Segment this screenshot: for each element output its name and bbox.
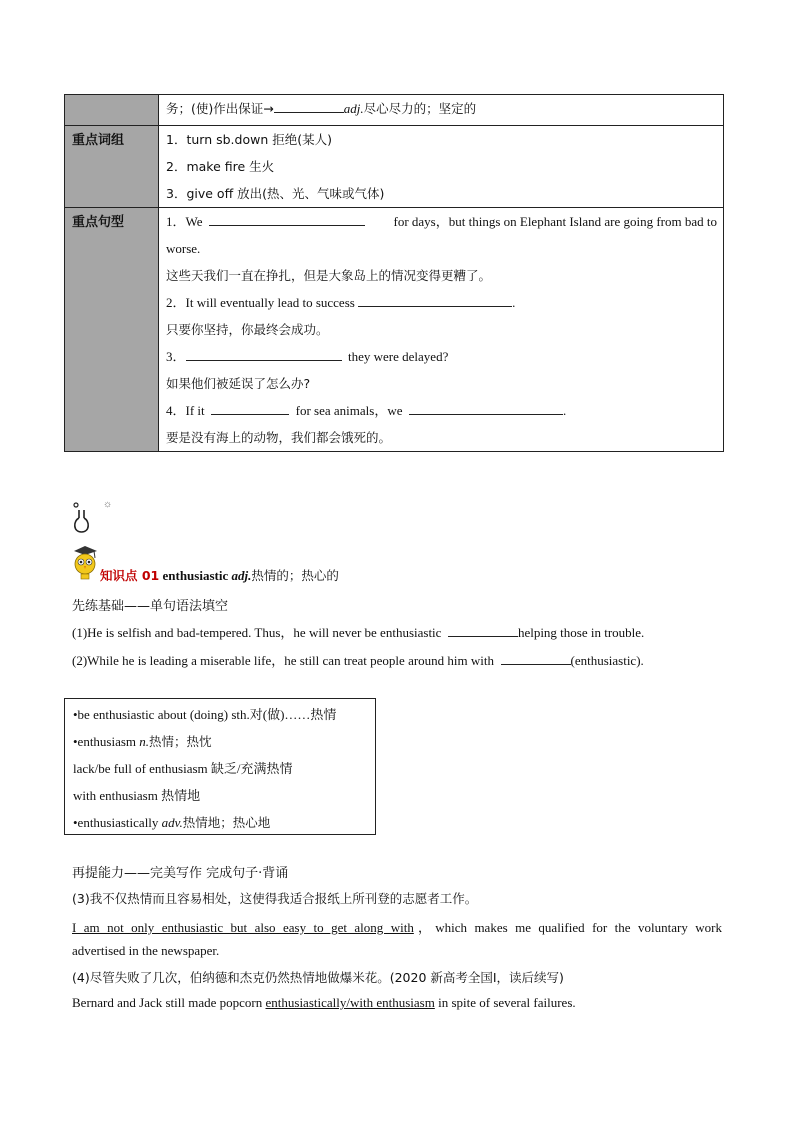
answer-text: enthusiastically/with enthusiasm bbox=[265, 995, 435, 1010]
question-4-prompt: (4)尽管失败了几次，伯纳德和杰克仍然热情地做爆米花。(2020 新高考全国Ⅰ，读后续写) bbox=[72, 970, 564, 985]
question-3-prompt: (3)我不仅热情而且容易相处，这使得我适合报纸上所刊登的志愿者工作。 bbox=[72, 891, 478, 906]
knowledge-label: 知识点 01 bbox=[100, 568, 160, 583]
usage-pos: adv. bbox=[161, 815, 183, 830]
table-cell bbox=[159, 95, 724, 126]
table-row bbox=[65, 208, 724, 452]
question-2 bbox=[72, 650, 644, 669]
sentence-text: for days，but things on Elephant Island are going from bad to bbox=[393, 214, 717, 229]
sentence-translation: 要是没有海上的动物，我们都会饿死的。 bbox=[166, 430, 392, 445]
usage-box bbox=[64, 698, 376, 835]
row0-text: 务；(使)作出保证→ bbox=[166, 101, 274, 116]
flask-icon bbox=[72, 502, 92, 534]
answer-text: I am not only enthusiastic but also easy to get along with bbox=[72, 920, 414, 935]
sentence-text: they were delayed? bbox=[348, 349, 449, 364]
knowledge-point-title bbox=[100, 567, 339, 585]
phrase-item: 3．give off 放出(热、光、气味或气体) bbox=[166, 186, 385, 201]
sentence-text: . bbox=[512, 295, 516, 310]
vocab-table bbox=[64, 94, 724, 452]
answer-blank bbox=[209, 212, 365, 226]
sentence-translation: 如果他们被延误了怎么办? bbox=[166, 376, 311, 391]
sentence-text: . bbox=[563, 403, 567, 418]
usage-item: with enthusiasm 热情地 bbox=[73, 788, 201, 803]
answer-blank bbox=[448, 623, 518, 637]
question-text: (2)While he is leading a miserable life，he still can treat people around him with bbox=[72, 653, 494, 668]
usage-pos: n. bbox=[139, 734, 150, 749]
question-text: helping those in trouble. bbox=[517, 625, 645, 640]
sentence-text: 1．We bbox=[166, 214, 203, 229]
headword-pos: adj. bbox=[231, 568, 252, 583]
question-1 bbox=[72, 622, 644, 641]
sentence-translation: 只要你坚持，你最终会成功。 bbox=[166, 322, 329, 337]
table-row bbox=[65, 126, 724, 208]
usage-word: •enthusiasm bbox=[73, 734, 137, 749]
headword-meaning: 热情的；热心的 bbox=[251, 568, 339, 583]
answer-blank bbox=[409, 401, 563, 415]
sentence-text: ，which makes me qualified for the voluntary work bbox=[413, 920, 722, 935]
answer-blank bbox=[358, 293, 512, 307]
sparkle-icon: ☼ bbox=[103, 499, 113, 510]
question-3-end: advertised in the newspaper. bbox=[72, 943, 220, 958]
sentence-text: in spite of several failures. bbox=[438, 995, 576, 1010]
question-3-answer bbox=[72, 917, 722, 936]
usage-item bbox=[73, 728, 375, 755]
sentence-text: 3． bbox=[166, 349, 186, 364]
table-header-empty bbox=[65, 95, 159, 126]
improve-title: 再提能力——完美写作 完成句子·背诵 bbox=[72, 866, 289, 881]
sentence-text: 2．It will eventually lead to success bbox=[166, 295, 355, 310]
answer-blank bbox=[211, 401, 289, 415]
usage-meaning: 热情地；热心地 bbox=[182, 815, 271, 830]
answer-blank bbox=[274, 99, 344, 113]
phrase-item: 1．turn sb.down 拒绝(某人) bbox=[166, 132, 332, 147]
answer-blank bbox=[501, 651, 571, 665]
usage-item bbox=[73, 809, 375, 836]
question-4-answer bbox=[72, 995, 576, 1011]
owl-mascot-icon bbox=[72, 545, 98, 581]
answer-blank bbox=[186, 347, 342, 361]
sentence-text: for sea animals，we bbox=[295, 403, 403, 418]
row0-pos: adj. bbox=[343, 101, 364, 116]
headword: enthusiastic bbox=[162, 568, 229, 583]
table-row bbox=[65, 95, 724, 126]
usage-item: •be enthusiastic about (doing) sth.对(做)……热情 bbox=[73, 707, 337, 722]
practice-title: 先练基础——单句语法填空 bbox=[72, 599, 229, 614]
phrase-item: 2．make fire 生火 bbox=[166, 159, 275, 174]
table-cell bbox=[159, 126, 724, 208]
sentences-header: 重点句型 bbox=[65, 208, 159, 452]
question-text: (1)He is selfish and bad-tempered. Thus，he will never be enthusiastic bbox=[72, 625, 442, 640]
row0-meaning: 尽心尽力的；坚定的 bbox=[363, 101, 477, 116]
sentence-translation: 这些天我们一直在挣扎，但是大象岛上的情况变得更糟了。 bbox=[166, 268, 492, 283]
usage-item: lack/be full of enthusiasm 缺乏/充满热情 bbox=[73, 761, 293, 776]
question-text: (enthusiastic). bbox=[570, 653, 644, 668]
phrases-header: 重点词组 bbox=[65, 126, 159, 208]
usage-meaning: 热情；热忱 bbox=[149, 734, 212, 749]
sentence-text: 4．If it bbox=[166, 403, 205, 418]
sentence-text: worse. bbox=[166, 241, 201, 256]
sentence-text: Bernard and Jack still made popcorn bbox=[72, 995, 263, 1010]
usage-word: •enthusiastically bbox=[73, 815, 159, 830]
table-cell bbox=[159, 208, 724, 452]
